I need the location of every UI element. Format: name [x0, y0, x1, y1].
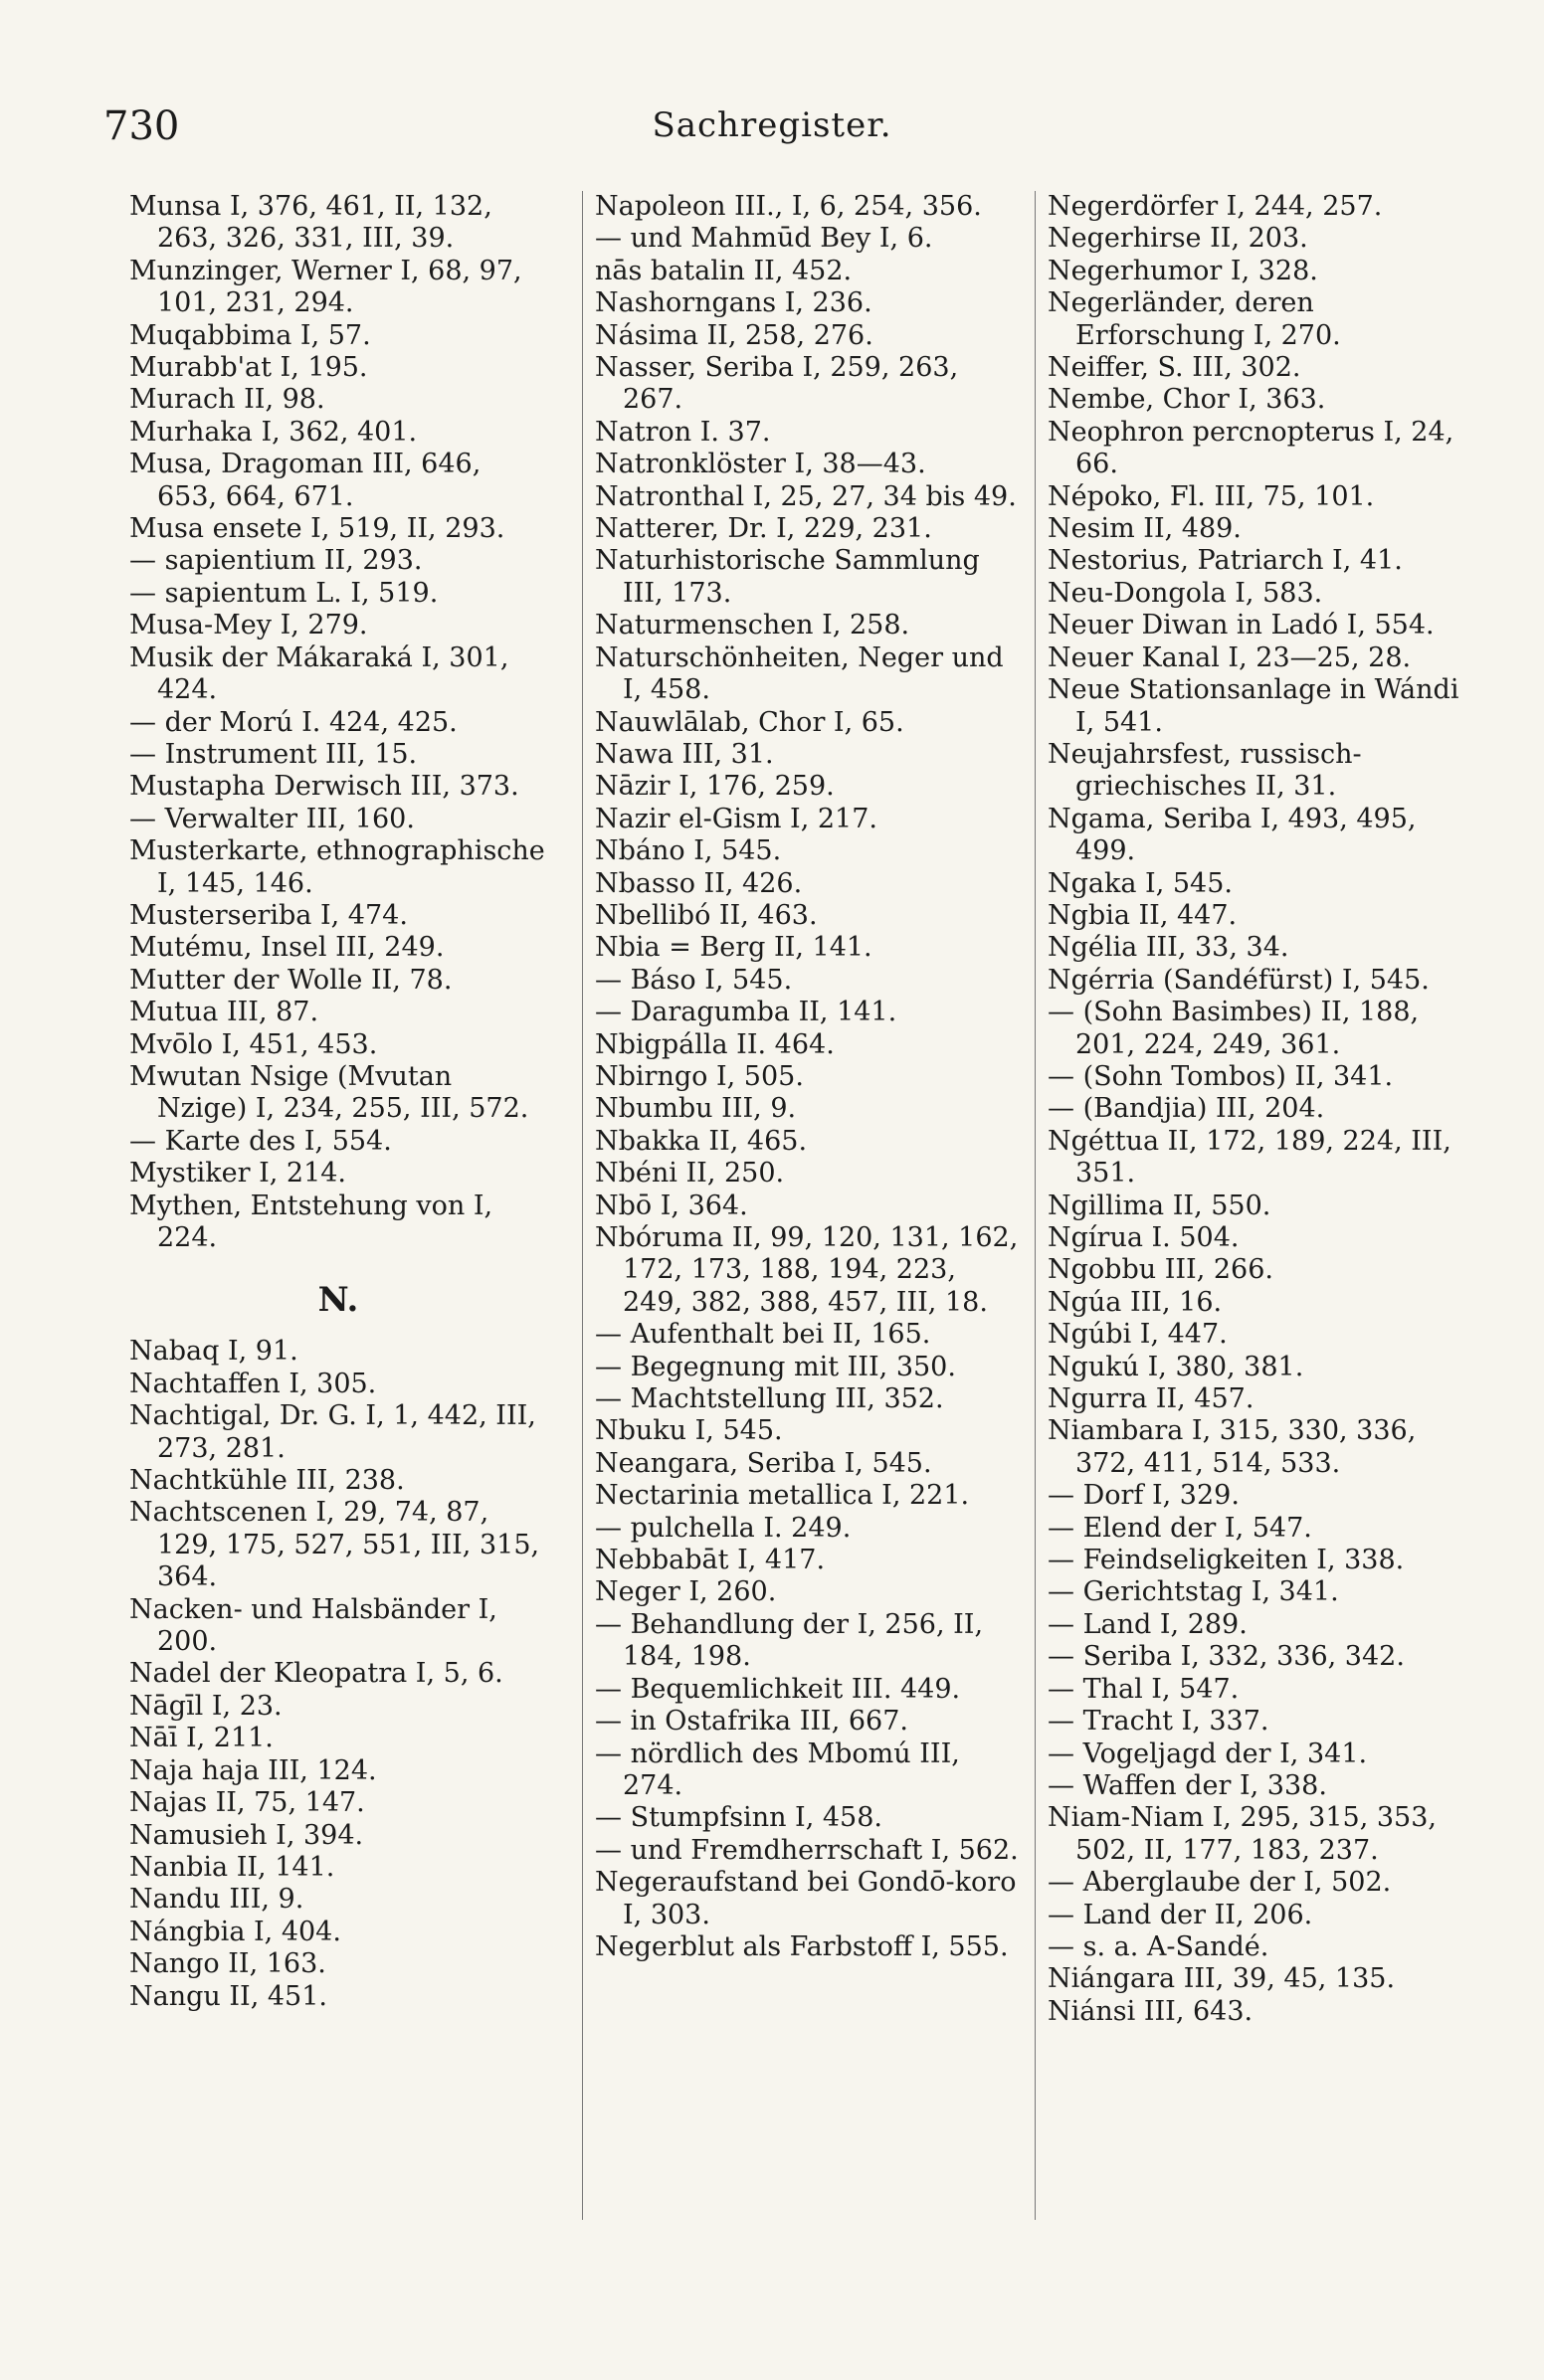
index-entry: — Aberglaube der I, 502.: [1048, 1867, 1392, 1899]
index-entry: — Karte des I, 554.: [129, 1125, 392, 1157]
index-entry: Nāgīl I, 23.: [129, 1690, 283, 1722]
index-entry: — Land I, 289.: [1048, 1608, 1248, 1640]
index-entry: Nango II, 163.: [129, 1948, 326, 1980]
index-entry: Naturschönheiten, Neger und I, 458.: [595, 641, 1004, 706]
index-entry: Mutému, Insel III, 249.: [129, 932, 445, 964]
index-entry: Niambara I, 315, 330, 336, 372, 411, 514, 533.: [1048, 1415, 1417, 1479]
index-entry: — Begegnung mit III, 350.: [595, 1351, 956, 1382]
index-entry: Neue Stationsanlage in Wándi I, 541.: [1048, 674, 1459, 738]
index-entry: Mutua III, 87.: [129, 997, 319, 1028]
index-column-3: [1035, 191, 1465, 2220]
index-entry: Nebbabāt I, 417.: [595, 1545, 826, 1576]
index-entry: Musa, Dragoman III, 646, 653, 664, 671.: [129, 449, 482, 512]
index-entry: Niángara III, 39, 45, 135.: [1048, 1963, 1396, 1995]
index-entry: — Elend der I, 547.: [1048, 1512, 1312, 1544]
index-entry: Ngúa III, 16.: [1048, 1286, 1223, 1318]
index-entry: Nachtkühle III, 238.: [129, 1465, 405, 1497]
index-entry: Neujahrsfest, russisch-griechisches II, 31.: [1048, 738, 1362, 803]
index-entry: Ngaka I, 545.: [1048, 867, 1233, 899]
index-entry: — in Ostafrika III, 667.: [595, 1706, 908, 1738]
index-entry: Natronklöster I, 38—43.: [595, 449, 926, 480]
index-entry: Mustapha Derwisch III, 373.: [129, 771, 519, 803]
index-entry: Neuer Kanal I, 23—25, 28.: [1048, 641, 1412, 673]
index-entry: Neophron percnopterus I, 24, 66.: [1048, 416, 1454, 480]
index-entry: Ngéttua II, 172, 189, 224, III, 351.: [1048, 1125, 1451, 1190]
index-entry: — Instrument III, 15.: [129, 738, 418, 770]
index-entry: Musterseriba I, 474.: [129, 899, 408, 931]
index-entry: Népoko, Fl. III, 75, 101.: [1048, 480, 1375, 512]
index-entry: Nacken- und Halsbänder I, 200.: [129, 1593, 497, 1658]
index-entry: Ngama, Seriba I, 493, 495, 499.: [1048, 803, 1417, 867]
index-entry: Nesim II, 489.: [1048, 513, 1242, 545]
index-entry: — s. a. A-Sandé.: [1048, 1930, 1269, 1962]
index-entry: — Stumpfsinn I, 458.: [595, 1802, 882, 1834]
index-entry: Mwutan Nsige (Mvutan Nzige) I, 234, 255, III, 572.: [129, 1060, 529, 1125]
index-entry: Musa ensete I, 519, II, 293.: [129, 513, 505, 545]
index-entry: Naja haja III, 124.: [129, 1754, 377, 1786]
index-entry: Murhaka I, 362, 401.: [129, 416, 418, 448]
index-entry: Munsa I, 376, 461, II, 132, 263, 326, 331, III, 39.: [129, 191, 492, 255]
index-entry: Negerdörfer I, 244, 257.: [1048, 191, 1383, 222]
index-entry: nās batalin II, 452.: [595, 255, 853, 286]
running-head: Sachregister.: [652, 105, 892, 145]
index-entry: Munzinger, Werner I, 68, 97, 101, 231, 294.: [129, 255, 522, 319]
index-entry: Nbóruma II, 99, 120, 131, 162, 172, 173, 188, 194, 223, 249, 382, 388, 457, III, 18.: [595, 1222, 1019, 1318]
index-entry: Negerhirse II, 203.: [1048, 223, 1308, 255]
index-entry: Negerhumor I, 328.: [1048, 255, 1318, 286]
index-entry: Negeraufstand bei Gondō-koro I, 303.: [595, 1867, 1017, 1930]
index-entry: — Gerichtstag I, 341.: [1048, 1576, 1339, 1608]
index-entry: — Behandlung der I, 256, II, 184, 198.: [595, 1608, 984, 1673]
index-entry: Nazir el-Gism I, 217.: [595, 803, 878, 834]
index-entry: Ngillima II, 550.: [1048, 1190, 1271, 1221]
index-entry: Nawa III, 31.: [595, 738, 774, 770]
index-entry: Nembe, Chor I, 363.: [1048, 384, 1326, 416]
index-entry: Ngúbi I, 447.: [1048, 1319, 1228, 1351]
index-entry: — pulchella I. 249.: [595, 1512, 852, 1544]
index-entry: Nbō I, 364.: [595, 1190, 748, 1221]
index-entry: — und Mahmūd Bey I, 6.: [595, 223, 933, 255]
index-entry: Nasser, Seriba I, 259, 263, 267.: [595, 352, 959, 416]
index-entry: Murabb'at I, 195.: [129, 352, 368, 384]
index-entry: Nachtscenen I, 29, 74, 87, 129, 175, 527, 551, III, 315, 364.: [129, 1497, 540, 1593]
index-entry: — Machtstellung III, 352.: [595, 1383, 944, 1415]
index-entry: Mutter der Wolle II, 78.: [129, 964, 453, 996]
index-entry: Nanbia II, 141.: [129, 1851, 335, 1883]
index-entry: Mythen, Entstehung von I, 224.: [129, 1190, 493, 1253]
index-entry: Neangara, Seriba I, 545.: [595, 1447, 932, 1479]
index-entry: Negerländer, deren Erforschung I, 270.: [1048, 287, 1341, 351]
index-entry: Nangu II, 451.: [129, 1980, 327, 2012]
index-entry: Ngérria (Sandéfürst) I, 545.: [1048, 964, 1430, 996]
letter-heading: N.: [317, 1280, 359, 1321]
index-entry: — Waffen der I, 338.: [1048, 1769, 1327, 1801]
page-number: 730: [103, 103, 180, 149]
index-entry: Nbáno I, 545.: [595, 835, 782, 867]
index-entry: Neuer Diwan in Ladó I, 554.: [1048, 610, 1435, 641]
index-entry: Nachtigal, Dr. G. I, 1, 442, III, 273, 281.: [129, 1400, 536, 1464]
index-entry: Nángbia I, 404.: [129, 1916, 341, 1947]
index-entry: Nbasso II, 426.: [595, 867, 803, 899]
index-entry: Neiffer, S. III, 302.: [1048, 352, 1301, 384]
index-entry: Nbéni II, 250.: [595, 1158, 785, 1190]
index-entry: Nbellibó II, 463.: [595, 899, 818, 931]
index-entry: Natron I. 37.: [595, 416, 771, 448]
index-entry: Nbumbu III, 9.: [595, 1093, 797, 1125]
index-entry: — Daragumba II, 141.: [595, 997, 897, 1028]
index-entry: Mystiker I, 214.: [129, 1158, 347, 1190]
index-entry: — Thal I, 547.: [1048, 1673, 1240, 1705]
index-entry: — und Fremdherrschaft I, 562.: [595, 1834, 1019, 1866]
index-entry: Nadel der Kleopatra I, 5, 6.: [129, 1658, 503, 1690]
index-entry: — sapientium II, 293.: [129, 545, 423, 577]
index-entry: — Tracht I, 337.: [1048, 1706, 1269, 1738]
index-entry: Ngélia III, 33, 34.: [1048, 932, 1289, 964]
index-entry: Nbia = Berg II, 141.: [595, 932, 872, 964]
index-column-1: [129, 191, 547, 2013]
index-entry: — (Bandjia) III, 204.: [1048, 1093, 1325, 1125]
index-entry: Muqabbima I, 57.: [129, 319, 371, 351]
index-entry: — (Sohn Basimbes) II, 188, 201, 224, 249, 361.: [1048, 997, 1420, 1060]
index-entry: — Land der II, 206.: [1048, 1899, 1313, 1930]
index-entry: Murach II, 98.: [129, 384, 325, 416]
index-entry: Nāī I, 211.: [129, 1723, 274, 1754]
index-column-2: [582, 191, 1023, 2220]
index-entry: — Vogeljagd der I, 341.: [1048, 1738, 1368, 1769]
index-entry: Nachtaffen I, 305.: [129, 1368, 377, 1399]
index-entry: Ngbia II, 447.: [1048, 899, 1238, 931]
index-entry: — der Morú I. 424, 425.: [129, 706, 458, 738]
index-entry: — (Sohn Tombos) II, 341.: [1048, 1060, 1394, 1092]
index-entry: Musterkarte, ethnographische I, 145, 146.: [129, 835, 545, 899]
index-entry: Ngobbu III, 266.: [1048, 1254, 1273, 1286]
index-entry: Neger I, 260.: [595, 1576, 777, 1608]
index-entry: — Bequemlichkeit III. 449.: [595, 1673, 961, 1705]
index-entry: — sapientum L. I, 519.: [129, 577, 439, 609]
index-entry: Musa-Mey I, 279.: [129, 610, 368, 641]
index-entry: Natterer, Dr. I, 229, 231.: [595, 513, 932, 545]
index-entry: — Feindseligkeiten I, 338.: [1048, 1545, 1405, 1576]
index-entry: — nördlich des Mbomú III, 274.: [595, 1738, 960, 1801]
index-entry: Niam-Niam I, 295, 315, 353, 502, II, 177, 183, 237.: [1048, 1802, 1437, 1866]
index-entry: Musik der Mákaraká I, 301, 424.: [129, 641, 509, 706]
index-entry: Nbakka II, 465.: [595, 1125, 808, 1157]
index-entry: — Báso I, 545.: [595, 964, 793, 996]
index-entry: Nestorius, Patriarch I, 41.: [1048, 545, 1403, 577]
index-entry: Ngurra II, 457.: [1048, 1383, 1254, 1415]
index-entry: Ngírua I. 504.: [1048, 1222, 1240, 1253]
index-entry: Nabaq I, 91.: [129, 1336, 298, 1368]
index-entry: Negerblut als Farbstoff I, 555.: [595, 1930, 1009, 1962]
index-entry: Naturmenschen I, 258.: [595, 610, 910, 641]
index-entry: — Verwalter III, 160.: [129, 803, 415, 834]
index-entry: Nashorngans I, 236.: [595, 287, 872, 319]
index-entry: — Seriba I, 332, 336, 342.: [1048, 1641, 1405, 1673]
index-entry: Napoleon III., I, 6, 254, 356.: [595, 191, 982, 222]
index-entry: Nandu III, 9.: [129, 1884, 304, 1916]
index-entry: Neu-Dongola I, 583.: [1048, 577, 1323, 609]
index-entry: Nbigpálla II. 464.: [595, 1028, 835, 1060]
index-entry: Násima II, 258, 276.: [595, 319, 873, 351]
index-entry: Natronthal I, 25, 27, 34 bis 49.: [595, 480, 1017, 512]
index-entry: Nbuku I, 545.: [595, 1415, 783, 1447]
index-entry: Nectarinia metallica I, 221.: [595, 1480, 970, 1512]
index-entry: Mvōlo I, 451, 453.: [129, 1028, 378, 1060]
index-entry: Nbirngo I, 505.: [595, 1060, 804, 1092]
index-entry: Nāzir I, 176, 259.: [595, 771, 835, 803]
index-entry: Ngukú I, 380, 381.: [1048, 1351, 1304, 1382]
index-entry: Nauwlālab, Chor I, 65.: [595, 706, 904, 738]
index-entry: — Aufenthalt bei II, 165.: [595, 1319, 931, 1351]
index-entry: Najas II, 75, 147.: [129, 1787, 365, 1819]
index-entry: Namusieh I, 394.: [129, 1819, 364, 1851]
index-entry: Niánsi III, 643.: [1048, 1995, 1254, 2027]
index-entry: Naturhistorische Sammlung III, 173.: [595, 545, 980, 609]
index-entry: — Dorf I, 329.: [1048, 1480, 1240, 1512]
